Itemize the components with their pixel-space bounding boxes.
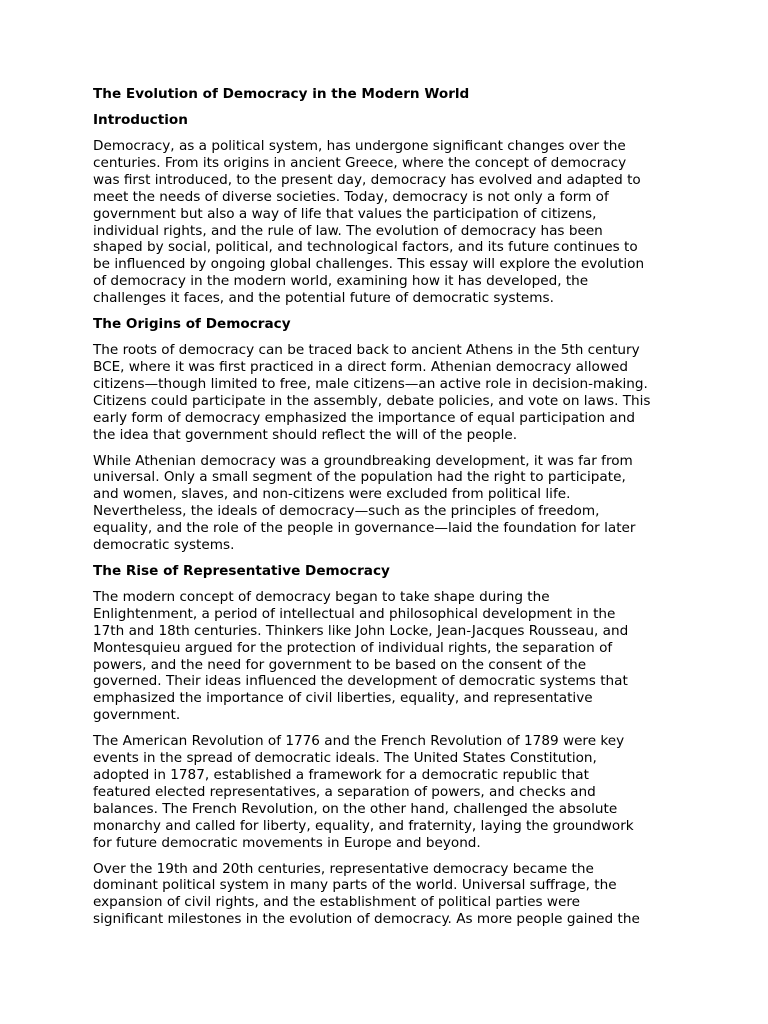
text-line: Citizens could participate in the assembly, debate policies, and vote on laws. This: [93, 392, 651, 409]
text-line: governed. Their ideas influenced the development of democratic systems that: [93, 673, 628, 690]
text-line: shaped by social, political, and technological factors, and its future continues to: [93, 239, 638, 256]
paragraph: [93, 733, 683, 851]
text-line: and women, slaves, and non-citizens were excluded from political life.: [93, 486, 571, 503]
text-line: emphasized the importance of civil liberties, equality, and representative: [93, 690, 593, 707]
text-line: events in the spread of democratic ideals. The United States Constitution,: [93, 750, 597, 767]
text-line: dominant political system in many parts of the world. Universal suffrage, the: [93, 877, 617, 894]
text-line: While Athenian democracy was a groundbreaking development, it was far from: [93, 452, 633, 469]
text-line: adopted in 1787, established a framework for a democratic republic that: [93, 767, 589, 783]
text-line: equality, and the role of the people in governance—laid the foundation for later: [93, 520, 636, 537]
document-title: The Evolution of Democracy in the Modern World: [93, 86, 470, 102]
document-page: [93, 86, 683, 937]
text-line: universal. Only a small segment of the population had the right to participate,: [93, 469, 626, 486]
text-line: was first introduced, to the present day, democracy has evolved and adapted to: [93, 171, 641, 188]
section-heading: Introduction: [93, 112, 188, 128]
section-origins-of-democracy: [93, 316, 683, 554]
text-line: government but also a way of life that values the participation of citizens,: [93, 205, 597, 222]
text-line: powers, and the need for government to be based on the consent of the: [93, 656, 587, 673]
text-line: the idea that government should reflect the will of the people.: [93, 426, 518, 443]
text-line: individual rights, and the rule of law. The evolution of democracy has been: [93, 222, 603, 239]
text-line: featured elected representatives, a separation of powers, and checks and: [93, 783, 596, 800]
section-heading: The Rise of Representative Democracy: [93, 562, 390, 579]
text-line: be influenced by ongoing global challenges. This essay will explore the evolution: [93, 256, 645, 273]
text-line: The American Revolution of 1776 and the French Revolution of 1789 were key: [93, 733, 625, 750]
text-line: challenges it faces, and the potential future of democratic systems.: [93, 290, 554, 307]
text-line: monarchy and called for liberty, equality, and fraternity, laying the groundwork: [93, 817, 634, 834]
text-line: significant milestones in the evolution of democracy. As more people gained the: [93, 911, 640, 928]
text-line: early form of democracy emphasized the importance of equal participation and: [93, 409, 636, 426]
text-line: Montesquieu argued for the protection of individual rights, the separation of: [93, 639, 613, 656]
text-line: Nevertheless, the ideals of democracy—such as the principles of freedom,: [93, 503, 600, 520]
text-line: balances. The French Revolution, on the other hand, challenged the absolute: [93, 800, 618, 817]
paragraph: [93, 589, 683, 724]
paragraph: [93, 453, 683, 554]
text-line: Democracy, as a political system, has undergone significant changes over the: [93, 138, 626, 154]
paragraph: [93, 138, 683, 307]
text-line: of democracy in the modern world, examining how it has developed, the: [93, 273, 589, 290]
text-line: Over the 19th and 20th centuries, representative democracy became the: [93, 860, 594, 877]
text-line: government.: [93, 707, 181, 724]
text-line: citizens—though limited to free, male citizens—an active role in decision-making.: [93, 375, 648, 392]
text-line: BCE, where it was first practiced in a direct form. Athenian democracy allowed: [93, 358, 628, 375]
text-line: The modern concept of democracy began to take shape during the: [93, 588, 550, 605]
text-line: 17th and 18th centuries. Thinkers like John Locke, Jean-Jacques Rousseau, and: [93, 622, 629, 639]
section-introduction: [93, 112, 683, 307]
section-heading: The Origins of Democracy: [93, 316, 291, 333]
text-line: The roots of democracy can be traced back to ancient Athens in the 5th century: [93, 342, 640, 359]
text-line: expansion of civil rights, and the establishment of political parties were: [93, 894, 580, 911]
text-line: for future democratic movements in Europe and beyond.: [93, 834, 481, 851]
paragraph: [93, 342, 683, 443]
text-line: meet the needs of diverse societies. Today, democracy is not only a form of: [93, 188, 609, 205]
text-line: centuries. From its origins in ancient Greece, where the concept of democracy: [93, 154, 627, 171]
paragraph: [93, 861, 683, 929]
section-rise-of-representative-democracy: [93, 563, 683, 928]
text-line: Enlightenment, a period of intellectual and philosophical development in the: [93, 605, 616, 622]
text-line: democratic systems.: [93, 537, 235, 554]
